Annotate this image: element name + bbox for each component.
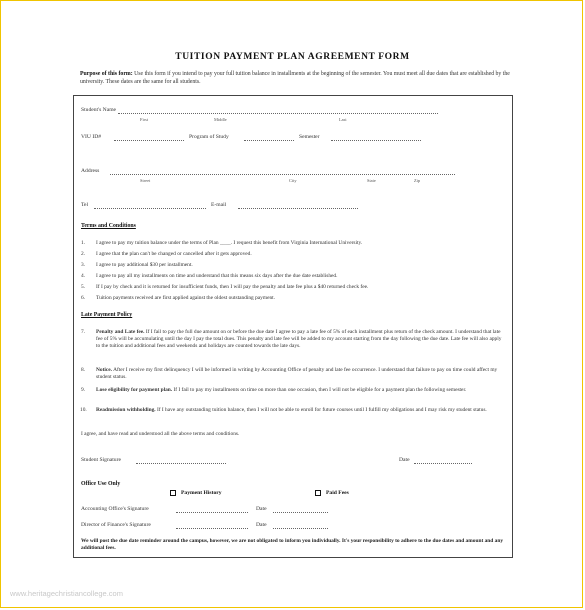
finance-signature-label: Director of Finance's Signature bbox=[81, 522, 151, 528]
late-item bbox=[96, 329, 506, 351]
terms-number: 6. bbox=[81, 295, 86, 301]
late-number: 9. bbox=[81, 387, 86, 393]
late-number: 8. bbox=[81, 367, 86, 373]
purpose-paragraph bbox=[80, 70, 510, 87]
late-item-title: Readmission withholding. bbox=[96, 407, 156, 413]
terms-number: 1. bbox=[81, 240, 86, 246]
finance-date-label: Date bbox=[256, 522, 267, 528]
email-label: E-mail bbox=[211, 202, 227, 208]
paid-fees-checkbox[interactable] bbox=[315, 490, 321, 496]
late-item-text: After I receive my first delinquency I will be informed in writing by Accounting Office of penalty and late fee occurrence. I understand that failure to pay on time could affect my student status. bbox=[96, 367, 498, 381]
office-use-header: Office Use Only bbox=[81, 481, 121, 487]
student-signature-label: Student Signature bbox=[81, 457, 121, 463]
finance-date-field[interactable] bbox=[273, 528, 328, 529]
watermark: www.heritagechristiancollege.com bbox=[10, 589, 123, 598]
accounting-date-label: Date bbox=[256, 506, 267, 512]
late-item bbox=[96, 367, 506, 381]
late-item-title: Notice. bbox=[96, 367, 113, 373]
footer-note: We will post the due date reminder around the campus, however, we are not obligated to inform you individually. It's your responsibility to adhere to the due dates and amount and any additional fees. bbox=[81, 538, 504, 552]
terms-item: I agree to pay additional $30 per installment. bbox=[96, 262, 193, 268]
terms-item: If I pay by check and it is returned for insufficient funds, then I will pay the penalty and late fee plus a $40 returned check fee. bbox=[96, 284, 369, 290]
address-label: Address bbox=[81, 168, 100, 174]
terms-number: 4. bbox=[81, 273, 86, 279]
payment-history-label: Payment History bbox=[181, 490, 222, 496]
student-signature-field[interactable] bbox=[136, 463, 226, 464]
accounting-signature-label: Accounting Office's Signature bbox=[81, 506, 149, 512]
accounting-date-field[interactable] bbox=[273, 512, 328, 513]
purpose-label: Purpose of this form: bbox=[80, 71, 133, 77]
terms-item: I agree to pay my tuition balance under the terms of Plan ____. I request this benefit from Virginia International University. bbox=[96, 240, 363, 246]
late-number: 10. bbox=[80, 407, 87, 413]
late-item bbox=[96, 407, 506, 414]
date-label: Date bbox=[399, 457, 410, 463]
name-sub-last: Last bbox=[339, 117, 347, 122]
tel-label: Tel bbox=[81, 202, 89, 208]
address-sub-city: City bbox=[289, 178, 297, 183]
late-item-text: If I fail to pay my installments on time on more than one occasion, then I will not be eligible for a payment plan the following semester. bbox=[172, 387, 467, 393]
terms-number: 2. bbox=[81, 251, 86, 257]
paid-fees-label: Paid Fees bbox=[326, 490, 349, 496]
program-field[interactable] bbox=[244, 140, 294, 141]
form-title: TUITION PAYMENT PLAN AGREEMENT FORM bbox=[175, 52, 410, 62]
viu-id-label: VIU ID# bbox=[81, 134, 102, 140]
payment-history-checkbox[interactable] bbox=[170, 490, 176, 496]
terms-number: 5. bbox=[81, 284, 86, 290]
accounting-signature-field[interactable] bbox=[176, 512, 248, 513]
viu-id-field[interactable] bbox=[114, 140, 184, 141]
late-number: 7. bbox=[81, 329, 86, 335]
agreement-statement: I agree, and have read and understood all the above terms and conditions. bbox=[81, 431, 240, 437]
late-item-title: Penalty and Late fee. bbox=[96, 329, 145, 335]
address-sub-state: State bbox=[367, 178, 376, 183]
purpose-text: Use this form if you intend to pay your full tuition balance in installments at the beginning of the semester. You must meet all due dates that are established by the university. These dates are the same for all students. bbox=[80, 71, 510, 86]
name-sub-middle: Middle bbox=[214, 117, 227, 122]
terms-item: I agree to pay all my installments on time and understand that this means six days after the due date established. bbox=[96, 273, 338, 279]
terms-header: Terms and Conditions bbox=[81, 223, 136, 229]
student-name-field[interactable] bbox=[118, 113, 438, 114]
address-sub-zip: Zip bbox=[414, 178, 421, 183]
terms-number: 3. bbox=[81, 262, 86, 268]
terms-item: I agree that the plan can't be changed or cancelled after it gets approved. bbox=[96, 251, 252, 257]
late-item-text: If I fail to pay the full due amount on or before the due date I agree to pay a late fee of 5% of each installment plus return of the check amount. I understand that late fee of 5% will be accumulating until the day I pay the total dues. This penalty and late fee will be added to my account starting from the day following the due date. Late fee will also apply to the tuition and additional fees and weekends and holidays are counted towards the late days. bbox=[96, 329, 502, 350]
late-item-title: Lose eligibility for payment plan. bbox=[96, 387, 173, 393]
address-field[interactable] bbox=[110, 174, 455, 175]
form-box bbox=[73, 95, 513, 558]
tel-field[interactable] bbox=[94, 208, 206, 209]
finance-signature-field[interactable] bbox=[176, 528, 248, 529]
program-label: Program of Study bbox=[189, 134, 229, 140]
email-field[interactable] bbox=[238, 208, 358, 209]
terms-item: Tuition payments received are first applied against the oldest outstanding payment. bbox=[96, 295, 275, 301]
semester-field[interactable] bbox=[331, 140, 421, 141]
name-sub-first: First bbox=[140, 117, 149, 122]
date-field[interactable] bbox=[414, 463, 472, 464]
late-policy-header: Late Payment Policy bbox=[81, 312, 133, 318]
address-sub-street: Street bbox=[140, 178, 151, 183]
late-item-text: If I have any outstanding tuition balance, then I will not be able to enroll for future courses until I fulfill my obligations and I may risk my student status. bbox=[155, 407, 487, 413]
late-item bbox=[96, 387, 506, 394]
semester-label: Semester bbox=[299, 134, 320, 140]
student-name-label: Student's Name bbox=[81, 107, 117, 113]
